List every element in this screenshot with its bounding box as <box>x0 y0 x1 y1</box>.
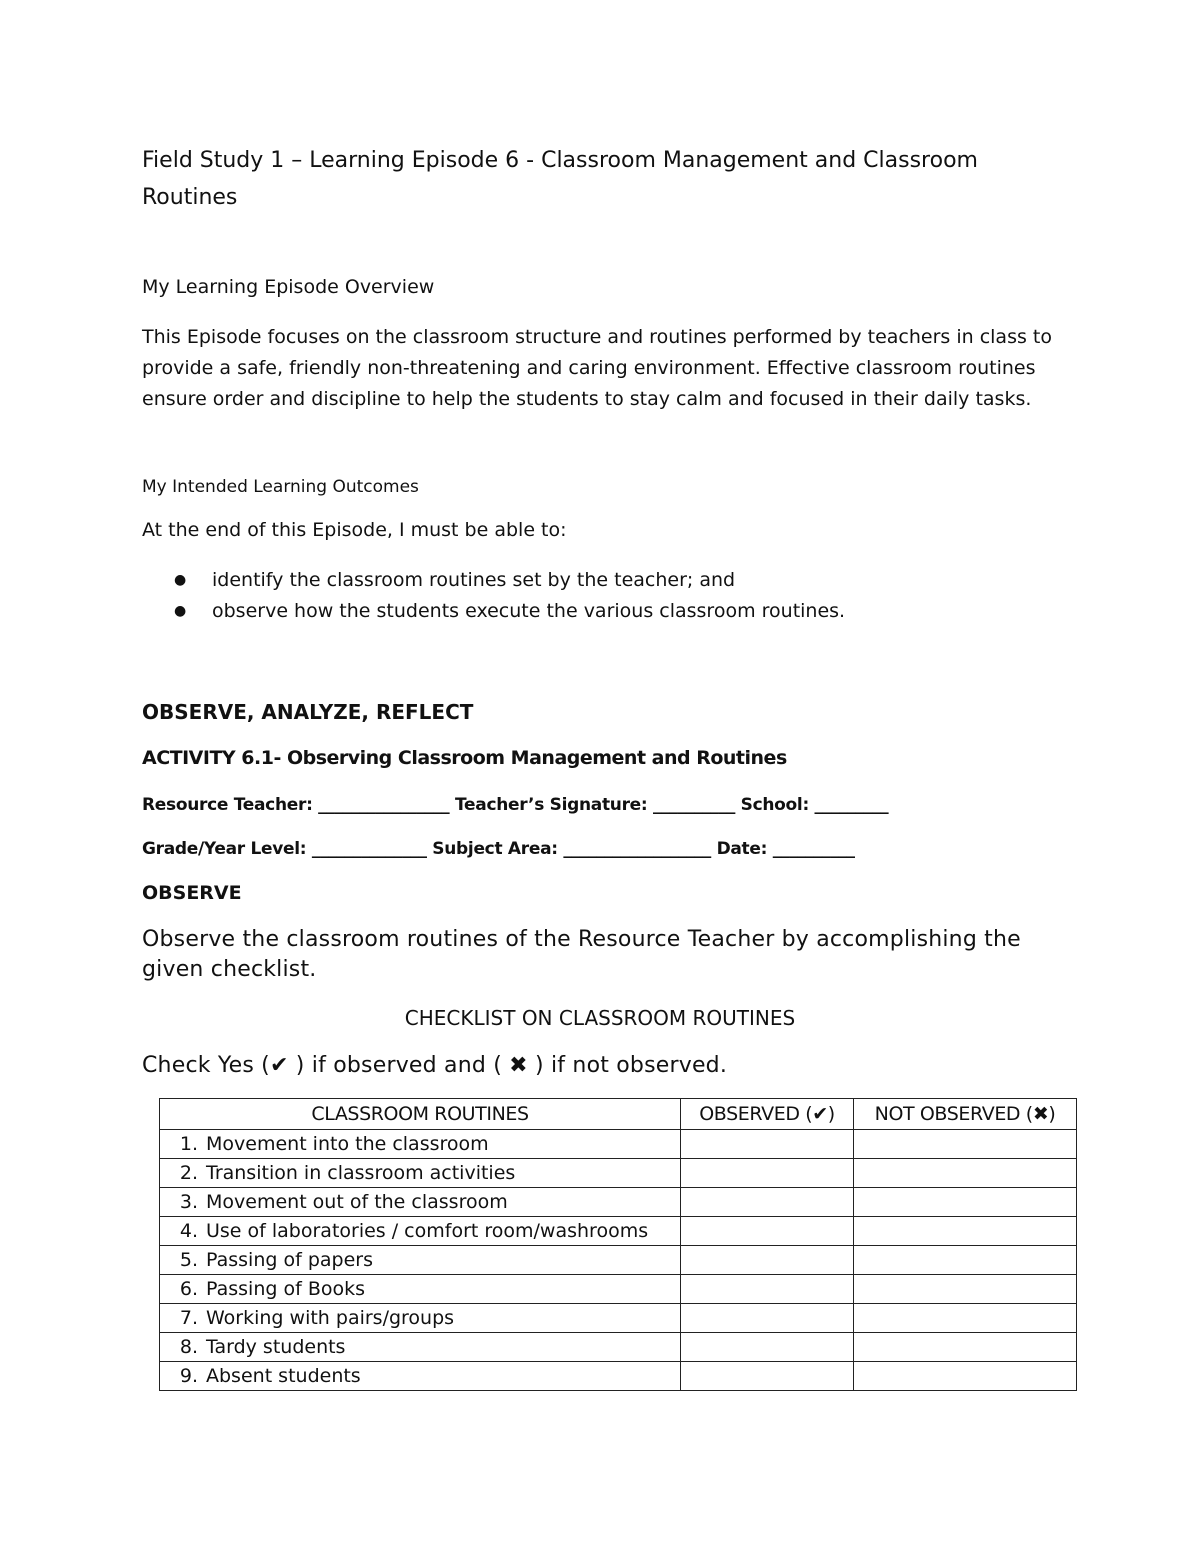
observed-cell[interactable] <box>681 1130 854 1159</box>
not-observed-cell[interactable] <box>854 1159 1077 1188</box>
activity-title: ACTIVITY 6.1- Observing Classroom Management and Routines <box>142 747 787 769</box>
outcomes-list <box>142 565 845 627</box>
routine-label: Movement out of the classroom <box>206 1191 508 1213</box>
observed-cell[interactable] <box>681 1275 854 1304</box>
routine-cell <box>160 1333 681 1362</box>
document-title: Field Study 1 – Learning Episode 6 - Classroom Management and Classroom Routines <box>142 148 978 210</box>
routine-cell <box>160 1304 681 1333</box>
row-number: 6. <box>179 1278 198 1300</box>
routine-cell <box>160 1275 681 1304</box>
routine-label: Absent students <box>206 1365 361 1387</box>
routine-cell <box>160 1246 681 1275</box>
not-observed-cell[interactable] <box>854 1246 1077 1275</box>
routine-cell <box>160 1159 681 1188</box>
routine-label: Transition in classroom activities <box>206 1162 516 1184</box>
check-prefix: Check Yes ( <box>142 1053 270 1078</box>
col-observed-suffix: ) <box>827 1103 835 1125</box>
table-header-row <box>160 1099 1077 1130</box>
check-instruction <box>142 1053 727 1078</box>
col-header-routines: CLASSROOM ROUTINES <box>160 1099 681 1130</box>
cross-mark-icon: ✖ <box>1032 1103 1049 1125</box>
observe-heading: OBSERVE <box>142 882 242 904</box>
routine-label: Passing of papers <box>206 1249 373 1271</box>
col-header-not-observed <box>854 1099 1077 1130</box>
row-number: 8. <box>179 1336 198 1358</box>
routine-cell <box>160 1130 681 1159</box>
not-observed-cell[interactable] <box>854 1130 1077 1159</box>
outcomes-heading: My Intended Learning Outcomes <box>142 477 419 497</box>
observed-cell[interactable] <box>681 1304 854 1333</box>
not-observed-cell[interactable] <box>854 1304 1077 1333</box>
form-row-teacher: Resource Teacher: ________________ Teacher’s Signature: __________ School: _________ <box>142 795 889 815</box>
table-row <box>160 1333 1077 1362</box>
observed-cell[interactable] <box>681 1217 854 1246</box>
row-number: 9. <box>179 1365 198 1387</box>
list-item: ● observe how the students execute the various classroom routines. <box>142 596 845 627</box>
check-middle: ) if observed and ( <box>288 1053 510 1078</box>
checklist-title: CHECKLIST ON CLASSROOM ROUTINES <box>404 1006 796 1030</box>
overview-heading: My Learning Episode Overview <box>142 276 435 298</box>
col-not-observed-prefix: NOT OBSERVED ( <box>874 1103 1033 1125</box>
observed-cell[interactable] <box>681 1333 854 1362</box>
table-row <box>160 1188 1077 1217</box>
row-number: 2. <box>179 1162 198 1184</box>
routine-label: Passing of Books <box>206 1278 366 1300</box>
table-row <box>160 1275 1077 1304</box>
table-row <box>160 1362 1077 1391</box>
form-row-grade: Grade/Year Level: ______________ Subject Area: __________________ Date: __________ <box>142 839 855 859</box>
check-suffix: ) if not observed. <box>527 1053 728 1078</box>
observed-cell[interactable] <box>681 1246 854 1275</box>
row-number: 5. <box>179 1249 198 1271</box>
table-row <box>160 1130 1077 1159</box>
cross-mark-icon: ✖ <box>509 1053 528 1078</box>
list-item: ● identify the classroom routines set by the teacher; and <box>142 565 845 596</box>
outcomes-intro: At the end of this Episode, I must be able to: <box>142 519 567 541</box>
routine-cell <box>160 1362 681 1391</box>
observed-cell[interactable] <box>681 1188 854 1217</box>
row-number: 3. <box>179 1191 198 1213</box>
table-row <box>160 1159 1077 1188</box>
overview-paragraph: This Episode focuses on the classroom structure and routines performed by teachers in class to provide a safe, friendly non-threatening and caring environment. Effective classroom routines ensure order and discipline to help the students to stay calm and focused in their daily tasks. <box>142 326 1052 410</box>
table-row <box>160 1246 1077 1275</box>
not-observed-cell[interactable] <box>854 1188 1077 1217</box>
section-heading: OBSERVE, ANALYZE, REFLECT <box>142 700 474 724</box>
routine-label: Working with pairs/groups <box>206 1307 455 1329</box>
row-number: 1. <box>179 1133 198 1155</box>
observed-cell[interactable] <box>681 1362 854 1391</box>
routine-label: Use of laboratories / comfort room/washrooms <box>206 1220 649 1242</box>
row-number: 7. <box>179 1307 198 1329</box>
col-observed-prefix: OBSERVED ( <box>699 1103 813 1125</box>
routine-cell <box>160 1217 681 1246</box>
table-row <box>160 1217 1077 1246</box>
observe-instruction: Observe the classroom routines of the Resource Teacher by accomplishing the given checklist. <box>142 927 1021 982</box>
col-header-observed <box>681 1099 854 1130</box>
row-number: 4. <box>179 1220 198 1242</box>
routine-cell <box>160 1188 681 1217</box>
check-mark-icon: ✔ <box>812 1103 828 1125</box>
observed-cell[interactable] <box>681 1159 854 1188</box>
routines-checklist-table <box>159 1098 1077 1391</box>
not-observed-cell[interactable] <box>854 1275 1077 1304</box>
col-not-observed-suffix: ) <box>1048 1103 1056 1125</box>
not-observed-cell[interactable] <box>854 1217 1077 1246</box>
check-mark-icon: ✔ <box>269 1053 289 1078</box>
not-observed-cell[interactable] <box>854 1333 1077 1362</box>
not-observed-cell[interactable] <box>854 1362 1077 1391</box>
routine-label: Tardy students <box>206 1336 346 1358</box>
routine-label: Movement into the classroom <box>206 1133 489 1155</box>
table-row <box>160 1304 1077 1333</box>
